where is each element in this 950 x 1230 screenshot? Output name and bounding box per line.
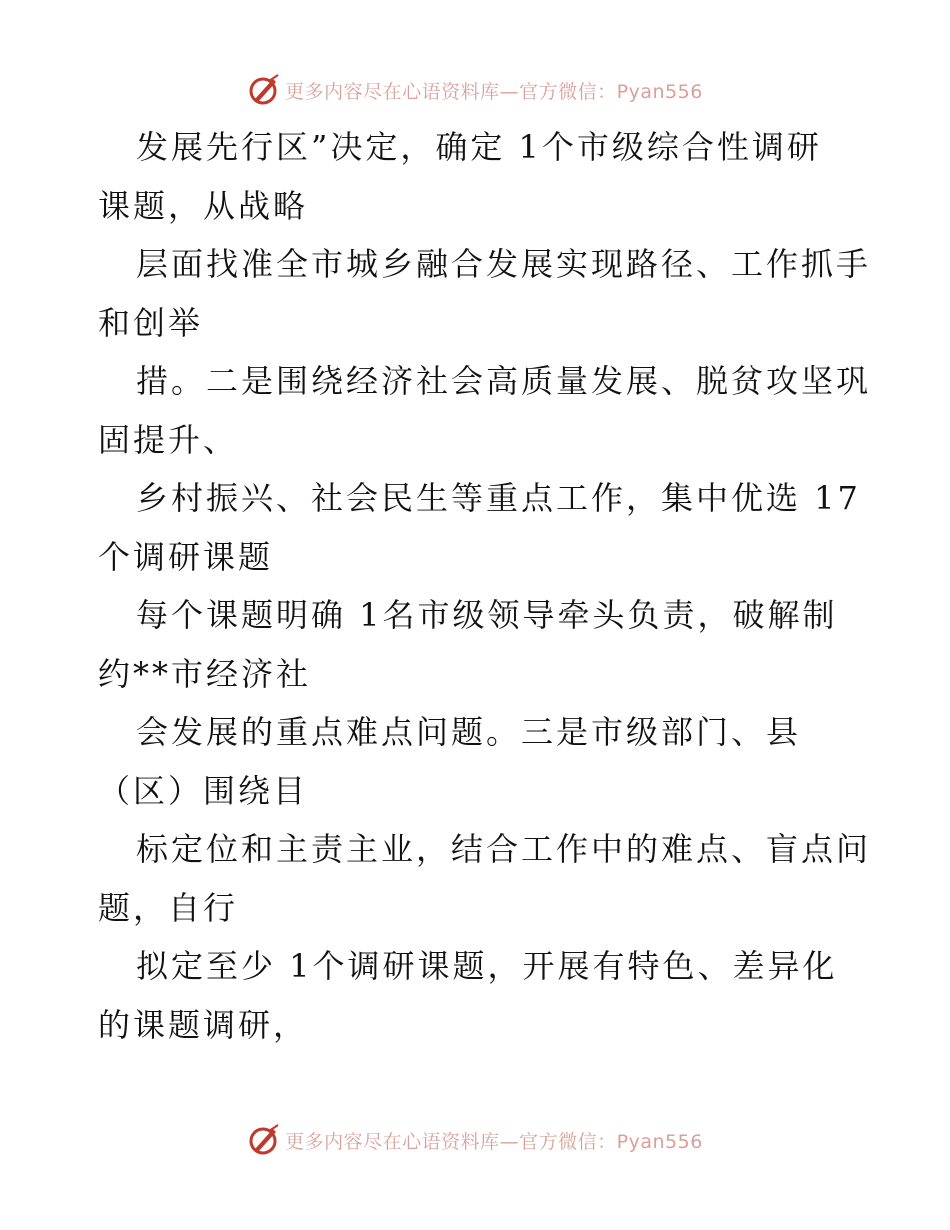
watermark-text: 更多内容尽在心语资料库—官方微信：Pyan556 [285, 80, 703, 103]
body-line: 发展先行区”决定，确定 1个市级综合性调研 [136, 128, 822, 166]
body-line: 措。二是围绕经济社会高质量发展、脱贫攻坚巩 [136, 362, 872, 400]
body-line: 固提升、 [98, 420, 239, 459]
body-line: 课题，从战略 [98, 186, 309, 225]
header-watermark [0, 70, 950, 110]
body-line: 的课题调研， [98, 1005, 309, 1044]
body-line: 个调研课题 [98, 537, 274, 576]
quill-pen-logo-icon [247, 1123, 281, 1157]
body-line: 约**市经济社 [98, 654, 312, 693]
watermark-text: 更多内容尽在心语资料库—官方微信：Pyan556 [285, 1130, 703, 1153]
body-line: 每个课题明确 1名市级领导牵头负责，破解制 [136, 596, 838, 634]
body-line: 标定位和主责主业，结合工作中的难点、盲点问 [136, 830, 872, 868]
body-line: 拟定至少 1个调研课题，开展有特色、差异化 [136, 947, 838, 985]
document-body [98, 118, 872, 1054]
body-line: 和创举 [98, 303, 204, 342]
quill-pen-logo-icon [247, 73, 281, 107]
body-line: 会发展的重点难点问题。三是市级部门、县 [136, 713, 802, 751]
body-line: （区）围绕目 [98, 771, 309, 810]
body-line: 乡村振兴、社会民生等重点工作，集中优选 17 [136, 479, 861, 517]
footer-watermark [0, 1120, 950, 1160]
body-line: 题，自行 [98, 888, 239, 927]
body-line: 层面找准全市城乡融合发展实现路径、工作抓手 [136, 245, 872, 283]
